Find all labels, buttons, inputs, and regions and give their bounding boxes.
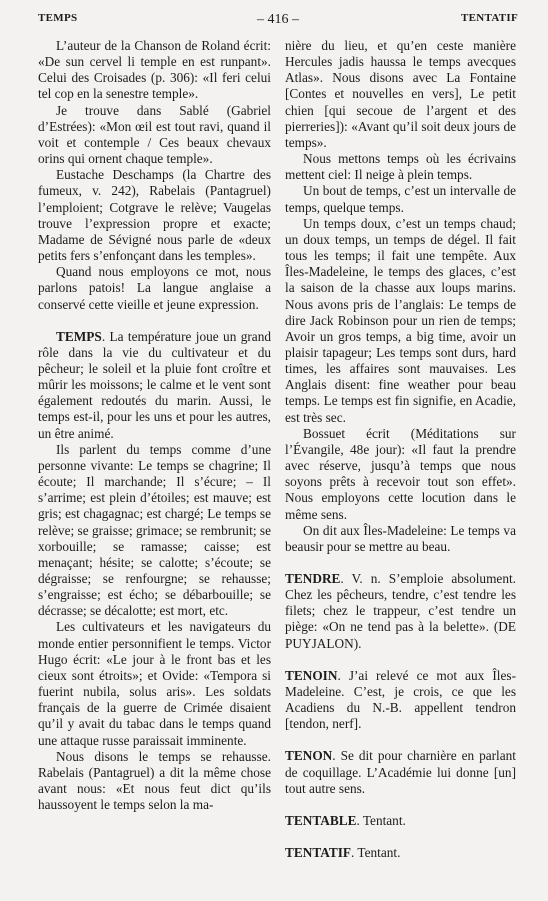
entry-tentable xyxy=(285,813,516,829)
paragraph: nière du lieu, et qu’en ceste manière Hercules jadis haussa le temps avecques Atlas». Nous disons avec La Fontaine [Contes et nouvelles en vers], Le petit chien [qui secoue de l’argent et des pierreries]): «Avant qu’il soit deux jours de temps». xyxy=(285,38,516,150)
paragraph: Ils parlent du temps comme d’une personne vivante: Le temps se chagrine; Il écoute; Il marchande; Il s’écure; – Il s’arrime; est plein d’étoiles; est mauve; est gris; est chagagnac; est chargé; Le temps se relève; se graisse; grimace; se rembrunit; se xorbouille; se ramasse; caisse; est menaçant; hésite; se calotte; s’écoute; se dégraisse; se renfourgne; se rehausse; s’engraisse; est écho; se débarbouille; se décrasse; se décalotte; est mort, etc. xyxy=(38,441,271,619)
entry-tenon xyxy=(285,748,516,796)
headword: TENDRE xyxy=(285,571,341,586)
paragraph: Nous mettons temps où les écrivains mettent ciel: Il neige à plein temps. xyxy=(285,151,516,183)
entry-body: . V. n. S’emploie absolument. Chez les pêcheurs, tendre, c’est tendre les filets; chez le trappeur, c’est tendre un piège: «On ne tend pas à la belette». (DE PUYJALON). xyxy=(285,571,516,651)
paragraph: Un bout de temps, c’est un intervalle de temps, quelque temps. xyxy=(285,183,516,215)
header-right-word: TENTATIF xyxy=(460,12,518,24)
entry-body: . Tentant. xyxy=(356,812,406,828)
paragraph: On dit aux Îles-Madeleine: Le temps va beausir pour se mettre au beau. xyxy=(285,522,516,554)
entry-tendre xyxy=(285,571,516,652)
header-left-word: TEMPS xyxy=(38,12,78,24)
entry-body: . Tentant. xyxy=(351,845,401,861)
headword: TENON xyxy=(285,748,333,764)
entry-temps: TEMPS. La température joue un grand rôle dans la vie du cultivateur et du pêcheur; le soleil et la pluie font croître et mûrir les moissons; le calme et le vent sont également redoutés du marin. Aussi, le temps est-il, pour les uns et pour les autres, un être animé. xyxy=(38,328,271,441)
paragraph: Eustache Deschamps (la Chartre des fumeux, v. 242), Rabelais (Pantagruel) l’emploient; Cotgrave le relève; Vaugelas trouve l’expression propre et exacte; Madame de Sévigné nous parle de «deux petits fers s’enfonçant dans les temples». xyxy=(38,167,271,264)
paragraph: L’auteur de la Chanson de Roland écrit: «De sun cervel li temple en est runpant». Celui des Croisades (p. 306): «Il feri celui tel cop en la senestre temple». xyxy=(38,38,271,102)
paragraph: Je trouve dans Sablé (Gabriel d’Estrées): «Mon œil est tout ravi, quand il voit et contemple / Ces beaux chevaux orins qui ornent chaque temple». xyxy=(38,102,271,167)
entry-tentatif xyxy=(285,845,516,861)
entry-tenoin xyxy=(285,668,516,733)
headword: TENTABLE xyxy=(285,812,357,828)
right-column xyxy=(285,38,516,861)
headword: TENOIN xyxy=(285,667,338,683)
left-column xyxy=(38,38,271,813)
entry-body: . Se dit pour charnière en parlant de coquillage. L’Académie lui donne [un] tout autre sens. xyxy=(285,748,516,796)
headword: TENTATIF xyxy=(285,845,352,861)
entry-body: La température joue un grand rôle dans la vie du cultivateur et du pêcheur; le soleil et la pluie font croître et mûrir les moissons; le calme et le vent sont également redoutés du marin. Aussi, le temps est-il, pour les uns et pour les autres, un être animé. xyxy=(38,328,271,441)
page-number: – 416 – xyxy=(257,12,299,27)
paragraph: Les cultivateurs et les navigateurs du monde entier personnifient le temps. Victor Hugo écrit: «Le jour à le front bas et les cieux sont étroits»; et Ovide: «Tempora si fuerint nubila, solus aris». Les soldats français de la guerre de Crimée disaient qu’il y avait du tabac dans le temps quand une attaque russe paraissait imminente. xyxy=(38,619,271,748)
running-header xyxy=(38,12,518,32)
paragraph: Quand nous employons ce mot, nous parlons patois! La langue anglaise a conservé cette vieille et jeune expression. xyxy=(38,264,271,312)
paragraph: Nous disons le temps se rehausse. Rabelais (Pantagruel) a dit la même chose avant nous: «Et nous feut dict qu’ils haussoyent le temps selon la ma- xyxy=(38,748,271,813)
paragraph: Bossuet écrit (Méditations sur l’Évangile, 48e jour): «Il faut la prendre avec réserve, jusqu’à temps que nous soyons prêts à recevoir tout son effet». Nous employons cette locution dans le même sens. xyxy=(285,425,516,522)
paragraph: Un temps doux, c’est un temps chaud; un doux temps, un temps de dégel. Il fait tous les temps; il fait une tempête. Aux Îles-Madeleine, le temps des glaces, c’est la saison de la chasse aux loups marins. Nous avons pris de l’anglais: Le temps de dire Jack Robinson pour un rien de temps; Avoir un gros temps, a big time, avoir un plaisir tapageur; Les temps sont durs, hard times, les affaires sont mauvaises. Les Anglais disent: fine weather pour beau temps. Le temps est fin signifie, en Acadie, est très sec. xyxy=(285,215,516,425)
headword: TEMPS xyxy=(56,328,102,344)
entry-body: . J’ai relevé ce mot aux Îles-Madeleine. C’est, je crois, ce que les Acadiens du N.-B. appellent tendron [tendon, nerf]. xyxy=(285,667,516,732)
